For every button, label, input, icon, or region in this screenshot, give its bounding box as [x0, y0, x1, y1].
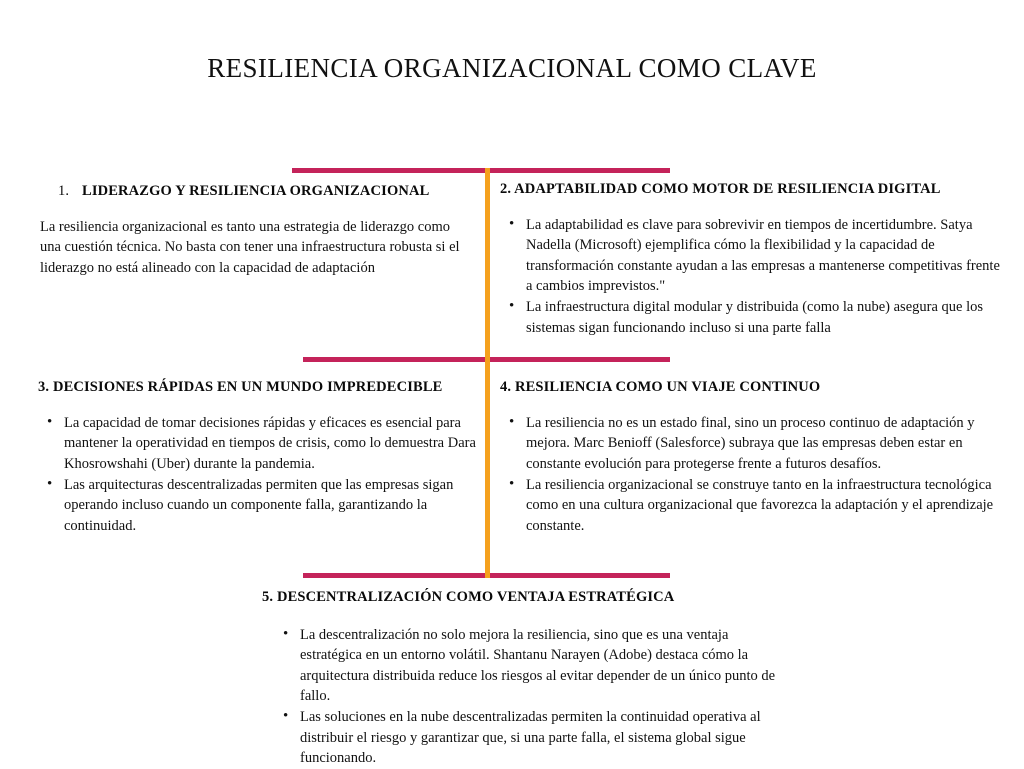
section-3-heading: 3. DECISIONES RÁPIDAS EN UN MUNDO IMPREDECIBLE: [38, 379, 443, 395]
section-2: [500, 180, 1000, 339]
section-2-heading: 2. ADAPTABILIDAD COMO MOTOR DE RESILIENCIA DIGITAL: [500, 181, 941, 197]
divider-rule-vertical: [485, 168, 490, 578]
section-1-paragraph: La resiliencia organizacional es tanto una estrategia de liderazgo como una cuestión técnica. No basta con tener una infraestructura robusta si el liderazgo no está alineado con la capacidad de adaptación: [40, 219, 460, 276]
page-title: RESILIENCIA ORGANIZACIONAL COMO CLAVE: [207, 53, 817, 83]
section-5-heading: 5. DESCENTRALIZACIÓN COMO VENTAJA ESTRATÉGICA: [262, 589, 675, 605]
section-1-number: 1.: [58, 183, 70, 199]
list-item: • La capacidad de tomar decisiones rápidas y eficaces es esencial para mantener la operatividad en tiempos de crisis, como lo demuestra Dara Khosrowshahi (Uber) durante la pandemia.: [64, 413, 478, 474]
list-item: • La descentralización no solo mejora la resiliencia, sino que es una ventaja estratégica en un entorno volátil. Shantanu Narayen (Adobe) destaca cómo la arquitectura distribuida reduce los riesgos al evitar depender de un único punto de fallo.: [300, 625, 782, 706]
list-item: • La resiliencia no es un estado final, sino un proceso continuo de adaptación y mejora. Marc Benioff (Salesforce) subraya que las empresas deben estar en constante evolución para protegerse frente a futuros desafíos.: [526, 413, 1000, 474]
section-1: [40, 182, 472, 278]
list-item: • Las soluciones en la nube descentralizadas permiten la continuidad operativa al distribuir el riesgo y garantizar que, si una parte falla, el sistema global sigue funcionando.: [300, 707, 782, 768]
list-item: • La infraestructura digital modular y distribuida (como la nube) asegura que los sistemas sigan funcionando incluso si una parte falla: [526, 297, 1000, 338]
section-3: [38, 378, 478, 537]
list-item: • La resiliencia organizacional se construye tanto en la infraestructura tecnológica como en una cultura organizacional que favorezca la adaptación y el aprendizaje constante.: [526, 475, 1000, 536]
section-2-bullet-list: [500, 215, 1000, 338]
section-4: [500, 378, 1000, 537]
list-item: • Las arquitecturas descentralizadas permiten que las empresas sigan operando incluso cuando un componente falla, garantizando la continuidad.: [64, 475, 478, 536]
section-4-heading: 4. RESILIENCIA COMO UN VIAJE CONTINUO: [500, 379, 821, 395]
section-4-bullet-list: [500, 413, 1000, 536]
divider-rule-top: [292, 168, 670, 173]
section-1-heading-text: LIDERAZGO Y RESILIENCIA ORGANIZACIONAL: [82, 183, 430, 199]
section-5: [262, 588, 782, 769]
section-1-heading: [40, 182, 472, 201]
list-item: • La adaptabilidad es clave para sobrevivir en tiempos de incertidumbre. Satya Nadella (Microsoft) ejemplifica cómo la flexibilidad y la capacidad de transformación constante ayudan a las empresas a mantenerse competitivas frente a cambios imprevistos.": [526, 215, 1000, 296]
section-3-bullet-list: [38, 413, 478, 536]
section-5-bullet-list: [262, 625, 782, 768]
